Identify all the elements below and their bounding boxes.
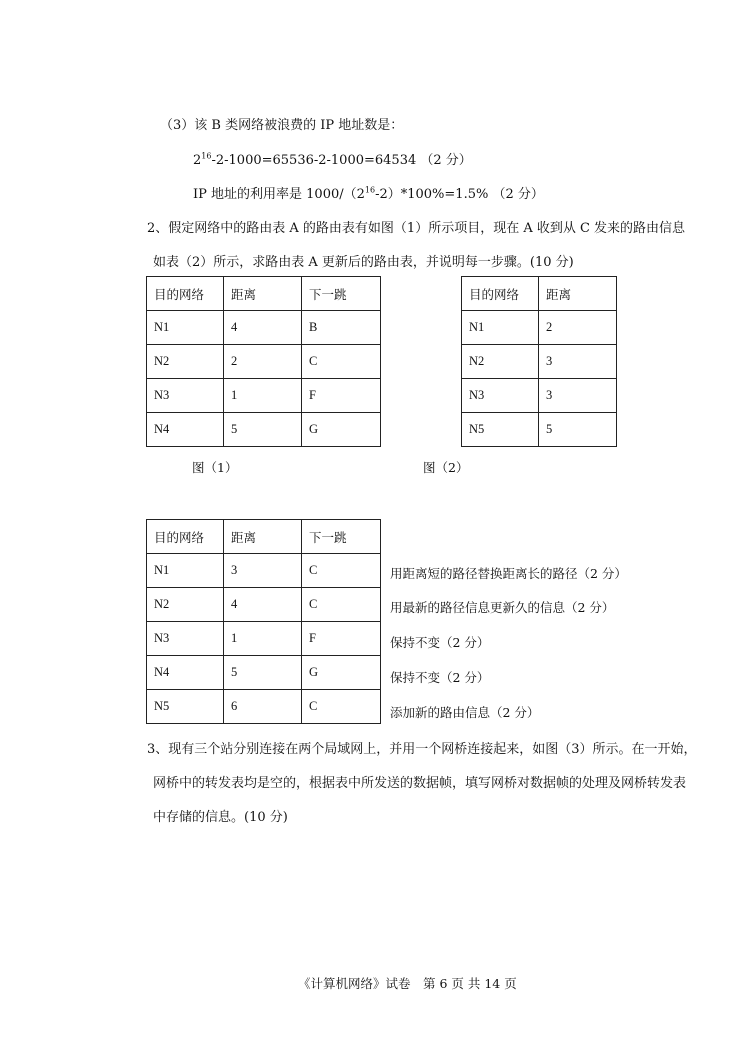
formula2-post: -2）*100%=1.5% （2 分） (375, 187, 544, 202)
formula2-exponent: 16 (364, 185, 376, 195)
table-header-row (462, 277, 617, 311)
table-row (462, 345, 617, 379)
table-header-row (147, 520, 381, 554)
cell-distance: 2 (224, 345, 302, 379)
cell-destination: N3 (147, 622, 224, 656)
cell-destination: N5 (462, 413, 539, 447)
formula-utilization (193, 183, 544, 202)
cell-distance: 6 (224, 690, 302, 724)
table-row (147, 311, 381, 345)
row-note-n3: 保持不变（2 分） (390, 635, 490, 650)
table-row (147, 345, 381, 379)
q2-line2: 如表（2）所示，求路由表 A 更新后的路由表，并说明每一步骤。(10 分) (153, 255, 574, 270)
cell-distance: 5 (539, 413, 617, 447)
cell-destination: N2 (147, 588, 224, 622)
routing-table-a (146, 276, 381, 447)
cell-distance: 4 (224, 311, 302, 345)
cell-destination: N2 (462, 345, 539, 379)
cell-distance: 4 (224, 588, 302, 622)
routing-info-from-c (461, 276, 617, 447)
cell-distance: 2 (539, 311, 617, 345)
table-row (147, 622, 381, 656)
part3-heading: （3）该 B 类网络被浪费的 IP 地址数是： (160, 118, 404, 133)
cell-next-hop: C (302, 690, 381, 724)
cell-destination: N4 (147, 413, 224, 447)
cell-destination: N2 (147, 345, 224, 379)
header-destination: 目的网络 (147, 520, 224, 554)
table-row (462, 311, 617, 345)
row-note-n5: 添加新的路由信息（2 分） (390, 705, 540, 720)
cell-distance: 5 (224, 413, 302, 447)
formula-rest: -2-1000=65536-2-1000=64534 （2 分） (211, 153, 472, 168)
cell-next-hop: F (302, 622, 381, 656)
cell-destination: N3 (147, 379, 224, 413)
cell-next-hop: B (302, 311, 381, 345)
cell-distance: 3 (224, 554, 302, 588)
table-row (147, 379, 381, 413)
formula2-pre: IP 地址的利用率是 1000/（2 (193, 187, 365, 202)
table-row (147, 413, 381, 447)
q2-line1: 2、假定网络中的路由表 A 的路由表有如图（1）所示项目，现在 A 收到从 C 发来的路由信息 (147, 221, 686, 236)
table-row (147, 690, 381, 724)
cell-next-hop: F (302, 379, 381, 413)
cell-destination: N5 (147, 690, 224, 724)
cell-distance: 5 (224, 656, 302, 690)
table1-caption: 图（1） (192, 460, 238, 475)
row-note-n2: 用最新的路径信息更新久的信息（2 分） (390, 600, 615, 615)
cell-distance: 3 (539, 345, 617, 379)
row-note-n1: 用距离短的路径替换距离长的路径（2 分） (390, 566, 627, 581)
cell-next-hop: G (302, 656, 381, 690)
q3-line2: 网桥中的转发表均是空的，根据表中所发送的数据帧，填写网桥对数据帧的处理及网桥转发表 (153, 776, 687, 791)
table-row (462, 413, 617, 447)
table-header-row (147, 277, 381, 311)
updated-routing-table (146, 519, 381, 724)
cell-next-hop: C (302, 588, 381, 622)
formula-base: 2 (193, 153, 202, 168)
header-distance: 距离 (224, 520, 302, 554)
header-destination: 目的网络 (147, 277, 224, 311)
cell-distance: 3 (539, 379, 617, 413)
header-distance: 距离 (539, 277, 617, 311)
formula-exponent: 16 (201, 151, 212, 161)
header-next-hop: 下一跳 (302, 520, 381, 554)
cell-next-hop: C (302, 554, 381, 588)
cell-destination: N1 (462, 311, 539, 345)
table-row (147, 656, 381, 690)
table-row (147, 554, 381, 588)
header-next-hop: 下一跳 (302, 277, 381, 311)
q3-line1: 3、现有三个站分别连接在两个局域网上，并用一个网桥连接起来，如图（3）所示。在一开始， (147, 742, 697, 757)
cell-next-hop: C (302, 345, 381, 379)
header-destination: 目的网络 (462, 277, 539, 311)
table-row (147, 588, 381, 622)
table-row (462, 379, 617, 413)
cell-distance: 1 (224, 622, 302, 656)
formula-wasted-addresses (193, 149, 472, 168)
q3-line3: 中存储的信息。(10 分) (153, 810, 288, 825)
cell-next-hop: G (302, 413, 381, 447)
row-note-n4: 保持不变（2 分） (390, 670, 490, 685)
cell-destination: N1 (147, 554, 224, 588)
page-footer: 《计算机网络》试卷 第 6 页 共 14 页 (298, 976, 517, 991)
header-distance: 距离 (224, 277, 302, 311)
cell-distance: 1 (224, 379, 302, 413)
cell-destination: N1 (147, 311, 224, 345)
cell-destination: N4 (147, 656, 224, 690)
table2-caption: 图（2） (423, 460, 469, 475)
cell-destination: N3 (462, 379, 539, 413)
